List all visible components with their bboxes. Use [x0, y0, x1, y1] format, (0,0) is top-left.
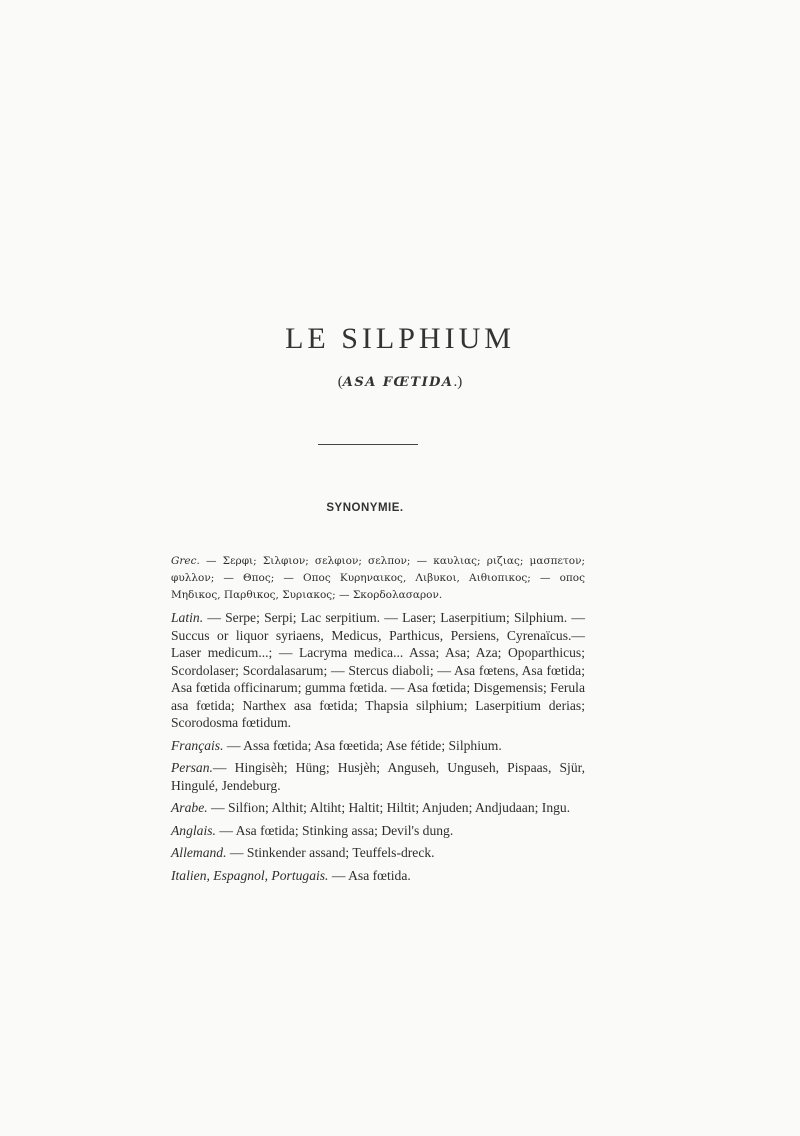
entry-text: — Asa fœtida; Stinking assa; Devil's dung. — [215, 822, 454, 838]
entry-text: — Silfion; Althit; Altiht; Haltit; Hiltit; Anjuden; Andjudaan; Ingu. — [207, 800, 571, 815]
page-title: LE SILPHIUM — [285, 322, 515, 355]
entry-lang: Italien, Espagnol, Portugais. — [171, 867, 329, 883]
entry-text: — Hingisèh; Hüng; Husjèh; Anguseh, Unguseh, Pispaas, Sjür, Hingulé, Jendeburg. — [171, 760, 585, 793]
entry-lang: Français. — [171, 737, 224, 753]
entry-arabe — [163, 799, 585, 817]
entry-lang: Persan. — [171, 760, 213, 775]
entry-lang: Arabe. — [171, 800, 208, 815]
entry-lang: Anglais. — [171, 822, 216, 838]
title-divider — [318, 444, 418, 445]
entry-text: — Stinkender assand; Teuffels-dreck. — [226, 845, 435, 860]
synonym-list — [163, 553, 585, 889]
entry-anglais — [163, 822, 585, 840]
subtitle-close-paren: .) — [453, 374, 463, 390]
section-heading: SYNONYMIE. — [326, 502, 404, 514]
entry-text: — Asa fœtida. — [328, 867, 411, 883]
subtitle-name: ASA FŒTIDA — [342, 375, 454, 390]
entry-text: — Σερφι; Σιλφιον; σελφιον; σελπον; — καυλιας; ριζιας; μασπετον; φυλλον; — Θπος; — Οπος Κυρηναικος, Λιβυκοι, Αιθιοπικος; — οπος Μηδικος, Παρθικος, Συριακος; — Σκορδολασαρον. — [171, 555, 585, 601]
entry-italien — [163, 867, 585, 885]
entry-lang: Allemand. — [171, 845, 227, 860]
entry-greek — [163, 553, 585, 604]
subtitle-open-paren: ( — [337, 374, 343, 390]
entry-allemand — [163, 844, 585, 862]
entry-text: — Assa fœtida; Asa fœetida; Ase fétide; Silphium. — [223, 737, 502, 753]
entry-latin — [163, 609, 585, 732]
entry-lang: Grec. — [171, 555, 200, 567]
entry-persan — [163, 759, 585, 794]
entry-lang: Latin. — [171, 610, 204, 625]
page-subtitle — [0, 374, 800, 391]
entry-francais — [163, 737, 585, 755]
entry-text: — Serpe; Serpi; Lac serpitium. — Laser; Laserpitium; Silphium. — Succus or liquor syriaens, Medicus, Parthicus, Persiens, Cyrenaïcus.— Laser medicum...; — Lacryma medica... Assa; Asa; Aza; Opoparthicus; Scordolaser; Scordalasarum; — Stercus diaboli; — Asa fœtens, Asa fœtida; Asa fœtida officinarum; gumma fœtida. — Asa fœtida; Disgemensis; Ferula asa fœtida; Narthex asa fœtida; Thapsia silphium; Laserpitium derias; Scorodosma fœtidum. — [171, 610, 585, 730]
